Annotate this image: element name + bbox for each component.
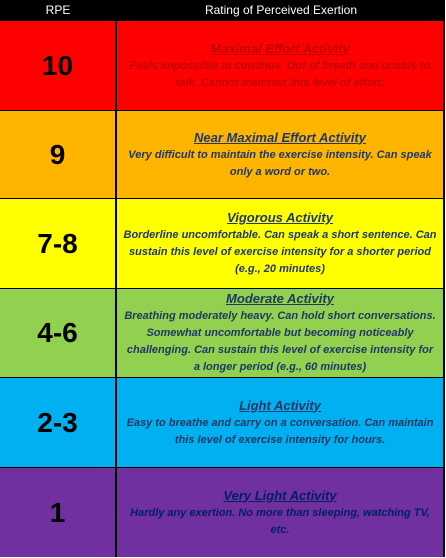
activity-title: Moderate Activity xyxy=(226,291,334,306)
header-rpe: RPE xyxy=(45,3,71,17)
table-row-rpe-9 xyxy=(0,111,445,198)
activity-description: Feels impossible to continue. Out of breath and unable to talk. Cannot maintain this level of effort. xyxy=(129,59,431,89)
rpe-description-cell xyxy=(117,199,443,288)
activity-description: Borderline uncomfortable. Can speak a short sentence. Can sustain this level of exercise intensity for a shorter period (e.g., 20 minutes) xyxy=(123,229,437,275)
activity-title: Vigorous Activity xyxy=(227,210,333,225)
table-row-rpe-10 xyxy=(0,21,445,110)
activity-title: Very Light Activity xyxy=(223,487,337,503)
activity-description: Breathing moderately heavy. Can hold short conversations. Somewhat uncomfortable but becoming noticeably challenging. Can sustain this level of exercise intensity for a longer period (e.g., 60 minutes) xyxy=(124,310,436,373)
rpe-description-cell xyxy=(117,21,443,110)
activity-description: Easy to breathe and carry on a conversation. Can maintain this level of exercise intensity for hours. xyxy=(126,416,434,446)
activity-title: Near Maximal Effort Activity xyxy=(194,129,366,145)
rpe-description-cell xyxy=(117,378,443,467)
rpe-description-cell xyxy=(117,468,443,557)
rpe-description-cell xyxy=(117,111,443,198)
rpe-value: 4-6 xyxy=(0,289,115,377)
header-rating: Rating of Perceived Exertion xyxy=(204,3,358,17)
rpe-value: 7-8 xyxy=(0,199,115,288)
table-row-rpe-2-3 xyxy=(0,378,445,467)
table-header xyxy=(0,0,445,20)
activity-description: Hardly any exertion. No more than sleeping, watching TV, etc. xyxy=(130,506,430,536)
rpe-value: 2-3 xyxy=(0,378,115,467)
activity-title: Light Activity xyxy=(239,397,321,413)
table-row-rpe-1 xyxy=(0,468,445,557)
rpe-value: 10 xyxy=(0,21,115,110)
table-row-rpe-7-8 xyxy=(0,199,445,288)
table-row-rpe-4-6 xyxy=(0,289,445,377)
rpe-description-cell xyxy=(117,289,443,377)
activity-description: Very difficult to maintain the exercise intensity. Can speak only a word or two. xyxy=(128,148,432,178)
rpe-value: 9 xyxy=(0,111,115,198)
rpe-value: 1 xyxy=(0,468,115,557)
activity-title: Maximal Effort Activity xyxy=(210,40,350,56)
